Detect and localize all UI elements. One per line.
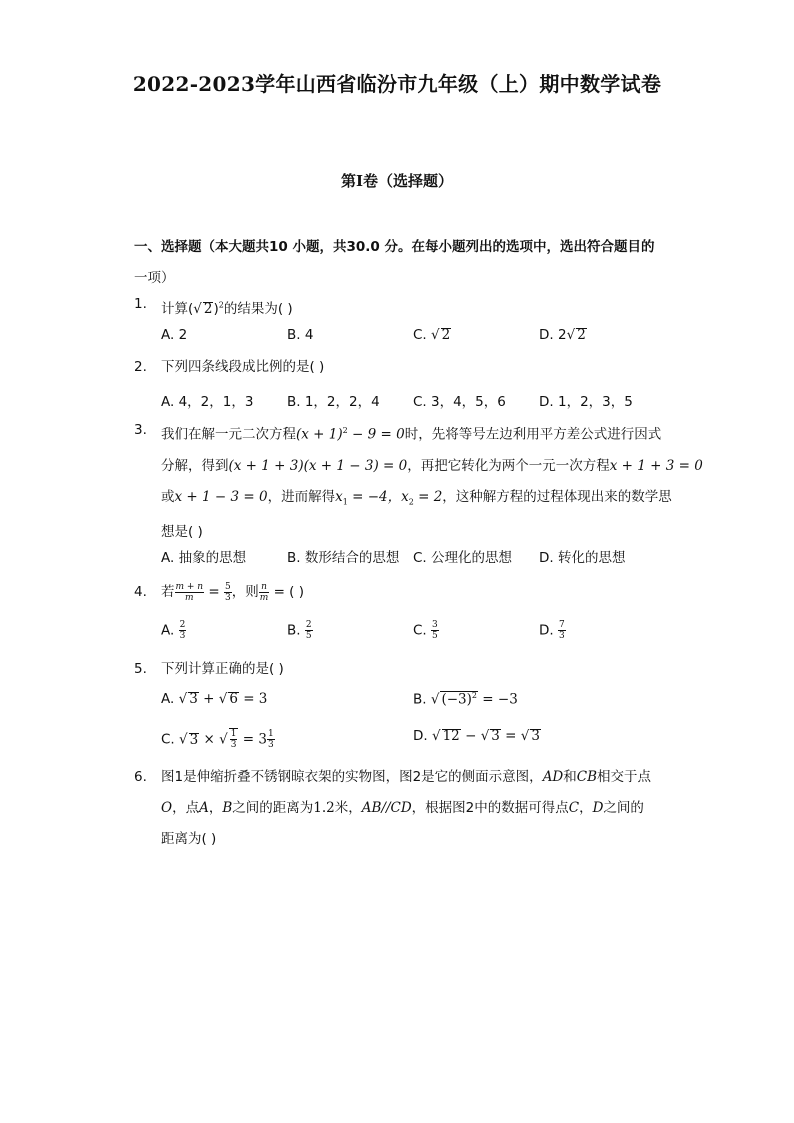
math-fragment: 2 — [203, 300, 213, 317]
math-fragment: = −3 — [478, 691, 518, 708]
math-symbol — [229, 728, 239, 750]
question-number: 3. — [134, 422, 147, 438]
option-c[interactable] — [413, 327, 451, 343]
math-fragment: AD — [542, 769, 564, 785]
math-fragment: D. — [539, 622, 554, 639]
math-fragment: 3 — [491, 728, 500, 744]
math-fragment: C. — [161, 731, 180, 748]
math-symbol: √ — [219, 731, 228, 748]
option-c[interactable]: C. 3，4，5，6 — [413, 394, 506, 410]
math-fragment: 距离为( ) — [161, 831, 217, 847]
option-b[interactable] — [413, 691, 518, 708]
math-fragment: ，根据图2中的数据可得点 — [411, 800, 569, 816]
math-fragment: 5 — [432, 631, 438, 641]
math-symbol: √ — [430, 691, 440, 708]
math-fragment: O — [161, 800, 173, 816]
math-fragment: ，点 — [172, 800, 200, 816]
math-fragment: 若 — [161, 584, 175, 600]
option-d[interactable] — [539, 327, 587, 343]
math-fragment: 2 — [342, 426, 348, 435]
math-fragment: 2 — [179, 620, 186, 630]
math-symbol — [259, 582, 270, 603]
math-fragment: 之间的距离为 — [232, 800, 314, 816]
math-symbol — [267, 729, 275, 750]
math-fragment: 5 — [225, 581, 231, 592]
math-fragment: − — [460, 728, 481, 744]
math-fragment: 3 — [225, 592, 231, 603]
math-symbol — [431, 620, 439, 641]
question-text — [161, 762, 664, 855]
exam-title: 2022-2023学年山西省临汾市九年级（上）期中数学试卷 — [132, 72, 662, 96]
math-fragment: 5 — [305, 631, 312, 641]
math-fragment: 1 — [342, 497, 348, 507]
option-a[interactable]: A. 4，2，1，3 — [161, 394, 254, 410]
math-symbol — [175, 582, 205, 603]
math-fragment: 1.2 — [313, 800, 335, 816]
math-fragment: 米， — [334, 800, 362, 816]
question-text — [161, 301, 293, 317]
math-fragment: ，进而解得 — [267, 488, 336, 505]
math-fragment: D. 2 — [539, 327, 567, 343]
option-c[interactable]: C. 公理化的思想 — [413, 550, 513, 566]
question-number: 4. — [134, 584, 147, 600]
math-symbol: √ — [193, 300, 202, 317]
question-text: 下列四条线段成比例的是( ) — [161, 359, 325, 375]
math-fragment: D. — [413, 728, 432, 744]
math-symbol — [305, 620, 313, 641]
option-b[interactable]: B. 数形结合的思想 — [287, 550, 400, 566]
math-fragment: 时，先将等号左边利用平方差公式进行因式 — [404, 426, 662, 443]
math-fragment: 3 — [230, 740, 237, 750]
math-fragment: ) — [213, 300, 219, 317]
math-fragment: ，这种解方程的过程体现出来的数学思 — [442, 488, 672, 505]
math-fragment: 计算( — [161, 300, 194, 317]
math-fragment: ，则 — [231, 584, 259, 600]
math-symbol — [558, 620, 566, 641]
math-fragment: 12 — [442, 728, 460, 744]
math-fragment: x — [335, 488, 343, 505]
math-fragment: B. — [287, 622, 301, 639]
math-fragment: 3 — [179, 631, 186, 641]
math-symbol: √ — [179, 731, 188, 748]
math-fragment: (−3) — [441, 691, 472, 708]
math-fragment: ， — [579, 800, 593, 816]
question-number: 5. — [134, 661, 147, 677]
option-a[interactable] — [161, 691, 267, 707]
question-text — [161, 415, 703, 548]
math-fragment: 2 — [408, 497, 414, 507]
math-fragment: 2 — [577, 327, 586, 343]
section-heading — [134, 232, 664, 294]
math-fragment: = −4，x — [347, 488, 409, 505]
math-fragment: 一项） — [134, 270, 175, 286]
math-fragment: = — [500, 728, 521, 744]
math-fragment: 2 — [441, 327, 451, 343]
math-fragment: 2 — [471, 691, 477, 700]
option-b[interactable]: B. 4 — [287, 327, 314, 343]
option-a[interactable] — [161, 620, 186, 641]
option-d[interactable] — [413, 728, 541, 744]
math-symbol: √ — [178, 691, 188, 707]
math-fragment: 的结果为( ) — [223, 300, 293, 317]
question-text — [161, 581, 305, 603]
math-fragment: C. — [413, 327, 432, 343]
math-fragment: 7 — [558, 620, 565, 630]
math-symbol: √ — [218, 691, 228, 707]
math-fragment: 1 — [230, 729, 237, 739]
math-fragment: m — [185, 592, 194, 603]
math-fragment: 2 — [218, 300, 224, 309]
math-symbol: √ — [431, 327, 440, 343]
math-symbol — [440, 691, 478, 707]
math-fragment: = 3 — [238, 731, 267, 748]
math-fragment: − 9 = 0 — [347, 426, 405, 443]
math-fragment: 之间的 — [603, 800, 644, 816]
part-title: 第I卷（选择题） — [340, 172, 454, 190]
math-fragment: B — [222, 800, 233, 816]
question-text: 下列计算正确的是( ) — [161, 661, 284, 677]
option-d[interactable]: D. 1，2，3，5 — [539, 394, 633, 410]
math-fragment: ，再把它转化为两个一元一次方程 — [407, 457, 610, 474]
question-number: 6. — [134, 769, 147, 785]
math-symbol: √ — [520, 728, 530, 744]
math-fragment: = 2 — [413, 488, 443, 505]
math-fragment: B. — [413, 691, 431, 708]
math-fragment: 3 — [189, 731, 199, 748]
math-fragment: A. — [161, 691, 179, 707]
math-fragment: 图1是伸缩折叠不锈钢晾衣架的实物图，图2是它的侧面示意图， — [161, 769, 543, 785]
option-c[interactable] — [413, 620, 439, 641]
math-fragment: × — [199, 731, 220, 748]
option-a[interactable]: A. 2 — [161, 327, 188, 343]
math-fragment: 相交于点 — [597, 769, 652, 785]
math-fragment: m — [259, 592, 269, 603]
math-symbol — [230, 729, 238, 750]
option-d[interactable]: D. 转化的思想 — [539, 550, 626, 566]
math-fragment: = ( ) — [269, 584, 305, 600]
option-d[interactable] — [539, 620, 566, 641]
math-fragment: (x + 1) — [296, 426, 343, 443]
question-number: 2. — [134, 359, 147, 375]
math-fragment: C — [568, 800, 580, 816]
math-fragment: = 3 — [238, 691, 268, 707]
math-fragment: 6 — [229, 691, 238, 707]
math-fragment: 3 — [189, 691, 198, 707]
math-fragment: 我们在解一元二次方程 — [161, 426, 296, 443]
math-symbol: √ — [480, 728, 490, 744]
math-fragment: 想是( ) — [161, 524, 203, 541]
math-symbol — [179, 620, 187, 641]
math-fragment: 或 — [161, 488, 175, 505]
math-fragment: x + 1 + 3 = 0 — [609, 457, 703, 474]
math-fragment: 2 — [305, 620, 312, 630]
math-fragment: AB//CD — [361, 800, 412, 816]
math-fragment: = — [204, 584, 224, 600]
math-symbol — [224, 582, 232, 603]
math-fragment: D — [592, 800, 604, 816]
math-fragment: + — [198, 691, 219, 707]
option-a[interactable]: A. 抽象的思想 — [161, 550, 247, 566]
option-b[interactable]: B. 1，2，2，4 — [287, 394, 380, 410]
math-fragment: 3 — [267, 740, 274, 750]
math-fragment: C. — [413, 622, 427, 639]
math-fragment: n — [259, 582, 270, 593]
math-fragment: A — [199, 800, 209, 816]
math-fragment: CB — [576, 769, 598, 785]
math-symbol: √ — [566, 327, 576, 343]
option-b[interactable] — [287, 620, 313, 641]
math-fragment: 3 — [432, 620, 438, 630]
math-fragment: ， — [208, 800, 223, 816]
math-fragment: 和 — [563, 769, 577, 785]
math-fragment: 一、选择题（本大题共10 小题，共30.0 分。在每小题列出的选项中，选出符合题目的 — [134, 239, 655, 255]
math-fragment: 3 — [531, 728, 540, 744]
math-fragment: m + n — [175, 581, 204, 592]
question-number: 1. — [134, 296, 147, 312]
math-fragment: (x + 1 + 3)(x + 1 − 3) = 0 — [228, 457, 408, 474]
math-fragment: 3 — [558, 631, 565, 641]
math-fragment: 1 — [267, 729, 274, 739]
option-c[interactable] — [161, 728, 275, 750]
math-fragment: 分解，得到 — [161, 457, 229, 474]
math-fragment: A. — [161, 622, 175, 639]
math-symbol: √ — [431, 728, 441, 744]
math-fragment: x + 1 − 3 = 0 — [174, 488, 268, 505]
